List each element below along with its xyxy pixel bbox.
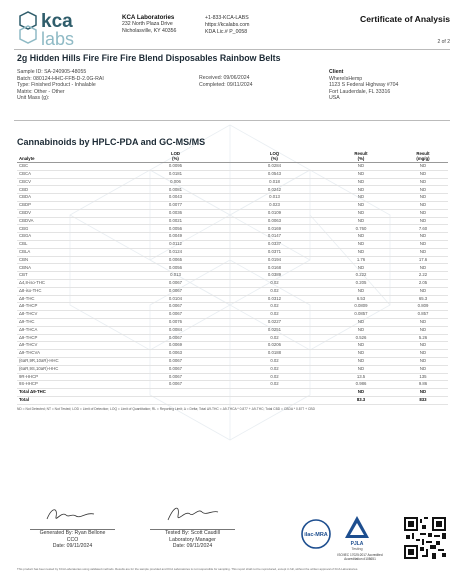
- lod-cell: 0.0081: [126, 186, 225, 194]
- result-pct-cell: ND: [324, 194, 398, 202]
- table-body: [17, 163, 448, 405]
- result-mg-cell: ND: [398, 350, 448, 358]
- result-pct-cell: ND: [324, 389, 398, 397]
- analyte-cell: CBCV: [17, 178, 126, 186]
- analyte-cell: CBT: [17, 272, 126, 280]
- result-pct-cell: ND: [324, 287, 398, 295]
- loq-cell: 0.0242: [225, 186, 324, 194]
- result-mg-cell: ND: [398, 342, 448, 350]
- table-row: [17, 170, 448, 178]
- analyte-cell: Δ9-THCA: [17, 326, 126, 334]
- table-total-row: [17, 389, 448, 397]
- loq-cell: 0.0169: [225, 225, 324, 233]
- client-country: USA: [329, 95, 340, 102]
- result-pct-cell: ND: [324, 357, 398, 365]
- lod-cell: 0.0067: [126, 373, 225, 381]
- analyte-cell: Total: [17, 396, 126, 404]
- lod-cell: 0.0069: [126, 342, 225, 350]
- analyte-cell: CBC: [17, 163, 126, 171]
- lab-address-block: [122, 14, 176, 36]
- loq-cell: 0.02: [225, 334, 324, 342]
- result-mg-cell: 2.05: [398, 279, 448, 287]
- lod-cell: [126, 389, 225, 397]
- loq-cell: 0.02: [225, 303, 324, 311]
- loq-cell: 0.023: [225, 201, 324, 209]
- lod-cell: 0.0067: [126, 381, 225, 389]
- lod-cell: [126, 396, 225, 404]
- result-pct-cell: ND: [324, 365, 398, 373]
- client-name: WhereIsHemp: [329, 75, 363, 82]
- qr-code[interactable]: [404, 517, 446, 559]
- result-mg-cell: ND: [398, 170, 448, 178]
- date-info: [199, 75, 253, 88]
- table-row: [17, 311, 448, 319]
- lod-cell: 0.0076: [126, 318, 225, 326]
- result-mg-cell: 7.60: [398, 225, 448, 233]
- loq-cell: 0.0251: [225, 326, 324, 334]
- result-pct-cell: 0.0857: [324, 311, 398, 319]
- tested-by-block: [140, 530, 245, 550]
- loq-cell: 0.02: [225, 287, 324, 295]
- result-mg-cell: ND: [398, 264, 448, 272]
- lod-cell: 0.0063: [126, 350, 225, 358]
- ilac-mra-badge: [300, 518, 332, 550]
- lod-cell: 0.013: [126, 272, 225, 280]
- analyte-cell: Δ8-THCV: [17, 311, 126, 319]
- analyte-cell: CBNA: [17, 264, 126, 272]
- analyte-cell: Δ9-THCVA: [17, 350, 126, 358]
- result-mg-cell: ND: [398, 217, 448, 225]
- result-mg-cell: 5.26: [398, 334, 448, 342]
- svg-text:kca: kca: [41, 11, 73, 32]
- lab-website[interactable]: https://kcalabs.com: [205, 22, 250, 29]
- loq-cell: 0.0168: [225, 264, 324, 272]
- analyte-cell: Total Δ9-THC: [17, 389, 126, 397]
- col-analyte: Analyte: [17, 150, 126, 163]
- result-mg-cell: ND: [398, 326, 448, 334]
- result-mg-cell: ND: [398, 178, 448, 186]
- analyte-cell: CBCA: [17, 170, 126, 178]
- table-row: [17, 178, 448, 186]
- analyte-cell: 9S-HHCP: [17, 381, 126, 389]
- result-mg-cell: 9.86: [398, 381, 448, 389]
- unit-mass: Unit Mass (g):: [17, 95, 50, 102]
- cannabinoid-results-table: [17, 150, 448, 405]
- analyte-cell: CBDA: [17, 194, 126, 202]
- result-mg-cell: 0.809: [398, 303, 448, 311]
- header-divider: [14, 49, 450, 50]
- lod-cell: 0.0067: [126, 279, 225, 287]
- table-row: [17, 279, 448, 287]
- result-pct-cell: ND: [324, 240, 398, 248]
- generated-by: Generated By: Ryan Bellone: [39, 530, 106, 536]
- svg-text:Testing: Testing: [351, 547, 363, 551]
- table-row: [17, 209, 448, 217]
- loq-cell: [225, 389, 324, 397]
- table-row: [17, 381, 448, 389]
- lod-cell: 0.0067: [126, 334, 225, 342]
- tested-date: Date: 09/11/2024: [172, 543, 213, 550]
- result-pct-cell: 6.53: [324, 295, 398, 303]
- result-pct-cell: ND: [324, 209, 398, 217]
- result-pct-cell: ND: [324, 264, 398, 272]
- loq-cell: 0.02: [225, 381, 324, 389]
- table-row: [17, 233, 448, 241]
- analyte-cell: Δ9-THCV: [17, 342, 126, 350]
- client-address-1: 1123 S Federal Highway #704: [329, 82, 399, 89]
- document-title: Certificate of Analysis: [360, 14, 450, 24]
- col-loq: LOQ (%): [225, 150, 324, 163]
- lab-phone: +1-833-KCA-LABS: [205, 15, 249, 21]
- signature-caudill: [162, 502, 222, 526]
- analyte-cell: CBGA: [17, 233, 126, 241]
- analyte-cell: Δ4,8-iso-THC: [17, 279, 126, 287]
- lod-cell: 0.0067: [126, 365, 225, 373]
- generated-role: CCO: [66, 536, 79, 543]
- signature-bellone: [42, 505, 102, 525]
- col-lod: LOD (%): [126, 150, 225, 163]
- section-divider: [14, 120, 450, 121]
- result-mg-cell: ND: [398, 357, 448, 365]
- lod-cell: 0.0043: [126, 194, 225, 202]
- loq-cell: 0.0063: [225, 217, 324, 225]
- analyte-cell: CBG: [17, 225, 126, 233]
- tested-by: Tested By: Scott Caudill: [165, 530, 220, 536]
- loq-cell: 0.0543: [225, 170, 324, 178]
- table-row: [17, 264, 448, 272]
- result-pct-cell: ND: [324, 201, 398, 209]
- result-pct-cell: ND: [324, 350, 398, 358]
- lod-cell: 0.0056: [126, 264, 225, 272]
- address-line-2: Nicholasville, KY 40356: [122, 28, 177, 35]
- table-row: [17, 295, 448, 303]
- table-row: [17, 350, 448, 358]
- kca-labs-logo: [16, 6, 112, 50]
- table-total-row: [17, 396, 448, 404]
- section-title: Cannabinoids by HPLC-PDA and GC-MS/MS: [17, 137, 206, 147]
- loq-cell: 0.0312: [225, 295, 324, 303]
- result-mg-cell: 833: [398, 396, 448, 404]
- received-date: Received: 09/06/2024: [199, 75, 250, 81]
- analyte-cell: Δ8-THCP: [17, 303, 126, 311]
- result-pct-cell: 0.205: [324, 279, 398, 287]
- sample-info: [17, 69, 104, 102]
- loq-cell: 0.0206: [225, 342, 324, 350]
- lod-cell: 0.0067: [126, 357, 225, 365]
- table-row: [17, 357, 448, 365]
- result-mg-cell: ND: [398, 389, 448, 397]
- result-mg-cell: ND: [398, 318, 448, 326]
- result-mg-cell: 65.3: [398, 295, 448, 303]
- result-mg-cell: ND: [398, 287, 448, 295]
- analyte-cell: 9R-HHCP: [17, 373, 126, 381]
- result-pct-cell: 0.760: [324, 225, 398, 233]
- result-pct-cell: ND: [324, 326, 398, 334]
- lod-cell: 0.0112: [126, 240, 225, 248]
- result-mg-cell: 135: [398, 373, 448, 381]
- result-pct-cell: 1.76: [324, 256, 398, 264]
- table-row: [17, 272, 448, 280]
- result-pct-cell: 0.0809: [324, 303, 398, 311]
- product-title: 2g Hidden Hills Fire Fire Fire Blend Disposables Rainbow Belts: [17, 53, 281, 63]
- loq-cell: 0.0109: [225, 209, 324, 217]
- result-pct-cell: ND: [324, 233, 398, 241]
- table-row: [17, 326, 448, 334]
- lab-license: KDA Lic.# P_0058: [205, 29, 248, 36]
- loq-cell: 0.0389: [225, 272, 324, 280]
- company-name: KCA Laboratories: [122, 14, 175, 21]
- lod-cell: 0.0056: [126, 225, 225, 233]
- result-mg-cell: ND: [398, 163, 448, 171]
- loq-cell: 0.0188: [225, 350, 324, 358]
- completed-date: Completed: 09/11/2024: [199, 81, 253, 88]
- lod-cell: 0.006: [126, 178, 225, 186]
- loq-cell: 0.018: [225, 178, 324, 186]
- loq-cell: 0.0371: [225, 248, 324, 256]
- result-pct-cell: ND: [324, 318, 398, 326]
- analyte-cell: Δ8-iso-THC: [17, 287, 126, 295]
- lod-cell: 0.0095: [126, 163, 225, 171]
- client-label: Client: [329, 69, 344, 75]
- loq-cell: 0.0194: [225, 256, 324, 264]
- col-result-pct: Result (%): [324, 150, 398, 163]
- loq-cell: 0.013: [225, 194, 324, 202]
- table-row: [17, 240, 448, 248]
- lod-cell: 0.0104: [126, 295, 225, 303]
- loq-cell: 0.0337: [225, 240, 324, 248]
- lod-cell: 0.0084: [126, 326, 225, 334]
- result-pct-cell: ND: [324, 178, 398, 186]
- analyte-cell: CBDVA: [17, 217, 126, 225]
- loq-cell: 0.02: [225, 311, 324, 319]
- address-line-1: 232 North Plaza Drive: [122, 21, 173, 28]
- result-pct-cell: ND: [324, 342, 398, 350]
- generated-date: Date: 09/11/2024: [52, 543, 93, 550]
- matrix: Matrix: Other - Other: [17, 88, 65, 95]
- sample-type: Type: Finished Product - Inhalable: [17, 82, 96, 89]
- table-notes: ND = Not Detected; NT = Not Tested; LOD = Limit of Detection; LOQ = Limit of Quantitation; RL = Reporting Limit; Δ = Delta; Total Δ9-THC = Δ9-THCA * 0.877 + Δ9-THC; Total CBD = CBDA * 0.877 + CBD: [17, 407, 315, 411]
- table-row: [17, 194, 448, 202]
- result-pct-cell: ND: [324, 248, 398, 256]
- lod-cell: 0.0049: [126, 233, 225, 241]
- loq-cell: 0.02: [225, 365, 324, 373]
- result-pct-cell: 83.3: [324, 396, 398, 404]
- analyte-cell: (6aR,9S,10aR)-HHC: [17, 365, 126, 373]
- sample-id: Sample ID: SA-240905-48055: [17, 69, 87, 75]
- analyte-cell: Δ8-THC: [17, 295, 126, 303]
- lod-cell: 0.0181: [126, 170, 225, 178]
- client-info: [329, 69, 398, 102]
- table-row: [17, 225, 448, 233]
- lod-cell: 0.0065: [126, 256, 225, 264]
- table-row: [17, 256, 448, 264]
- iso-accreditation-text: ISO/IEC 17025:2017 Accredited Accreditation #108651: [337, 553, 383, 561]
- result-mg-cell: ND: [398, 201, 448, 209]
- lab-contact-block: [205, 15, 249, 37]
- table-row: [17, 186, 448, 194]
- analyte-cell: (6aR,9R,10aR)-HHC: [17, 357, 126, 365]
- result-pct-cell: ND: [324, 217, 398, 225]
- result-pct-cell: 0.222: [324, 272, 398, 280]
- lod-cell: 0.0067: [126, 303, 225, 311]
- analyte-cell: CBDV: [17, 209, 126, 217]
- loq-cell: 0.0284: [225, 163, 324, 171]
- page-number: 2 of 2: [437, 39, 450, 45]
- table-row: [17, 365, 448, 373]
- table-header-row: [17, 150, 448, 163]
- result-mg-cell: ND: [398, 365, 448, 373]
- result-mg-cell: ND: [398, 233, 448, 241]
- table-row: [17, 163, 448, 171]
- pjla-badge: [343, 514, 371, 552]
- analyte-cell: Δ9-THC: [17, 318, 126, 326]
- result-mg-cell: ND: [398, 194, 448, 202]
- result-mg-cell: 0.857: [398, 311, 448, 319]
- lod-cell: 0.0077: [126, 201, 225, 209]
- svg-text:labs: labs: [41, 29, 75, 49]
- result-pct-cell: ND: [324, 186, 398, 194]
- result-pct-cell: ND: [324, 163, 398, 171]
- loq-cell: [225, 396, 324, 404]
- table-row: [17, 342, 448, 350]
- result-pct-cell: 0.526: [324, 334, 398, 342]
- analyte-cell: CBN: [17, 256, 126, 264]
- lod-cell: 0.0124: [126, 248, 225, 256]
- lod-cell: 0.0067: [126, 287, 225, 295]
- footer-disclaimer: This product has been tested by KCA Laboratories using validated methods. Results are for the sample provided and KCA Laboratories is not responsible for sampling. This report shall not be reproduced, except in full, without the written approval of KCA Laboratories.: [17, 567, 359, 571]
- svg-text:PJLA: PJLA: [350, 541, 364, 547]
- batch: Batch: 080124-HHC-FFB-D-2.0G-RAI: [17, 75, 104, 82]
- result-mg-cell: 17.6: [398, 256, 448, 264]
- result-mg-cell: ND: [398, 209, 448, 217]
- result-pct-cell: ND: [324, 170, 398, 178]
- client-address-2: Fort Lauderdale, FL 33316: [329, 88, 391, 95]
- lod-cell: 0.0036: [126, 209, 225, 217]
- analyte-cell: CBL: [17, 240, 126, 248]
- result-mg-cell: ND: [398, 248, 448, 256]
- table-row: [17, 303, 448, 311]
- generated-by-block: [20, 530, 125, 550]
- result-mg-cell: ND: [398, 240, 448, 248]
- analyte-cell: CBDP: [17, 201, 126, 209]
- analyte-cell: CBLA: [17, 248, 126, 256]
- analyte-cell: CBD: [17, 186, 126, 194]
- result-pct-cell: 0.986: [324, 381, 398, 389]
- table-row: [17, 287, 448, 295]
- lod-cell: 0.0021: [126, 217, 225, 225]
- svg-text:ilac-MRA: ilac-MRA: [304, 532, 328, 538]
- loq-cell: 0.02: [225, 279, 324, 287]
- table-row: [17, 318, 448, 326]
- loq-cell: 0.0227: [225, 318, 324, 326]
- table-row: [17, 201, 448, 209]
- loq-cell: 0.02: [225, 373, 324, 381]
- lod-cell: 0.0067: [126, 311, 225, 319]
- table-row: [17, 248, 448, 256]
- analyte-cell: Δ9-THCP: [17, 334, 126, 342]
- loq-cell: 0.02: [225, 357, 324, 365]
- tested-role: Laboratory Manager: [169, 536, 216, 543]
- result-mg-cell: ND: [398, 186, 448, 194]
- col-result-mg: Result (mg/g): [398, 150, 448, 163]
- result-mg-cell: 2.22: [398, 272, 448, 280]
- table-row: [17, 373, 448, 381]
- result-pct-cell: 13.5: [324, 373, 398, 381]
- table-row: [17, 334, 448, 342]
- loq-cell: 0.0147: [225, 233, 324, 241]
- table-row: [17, 217, 448, 225]
